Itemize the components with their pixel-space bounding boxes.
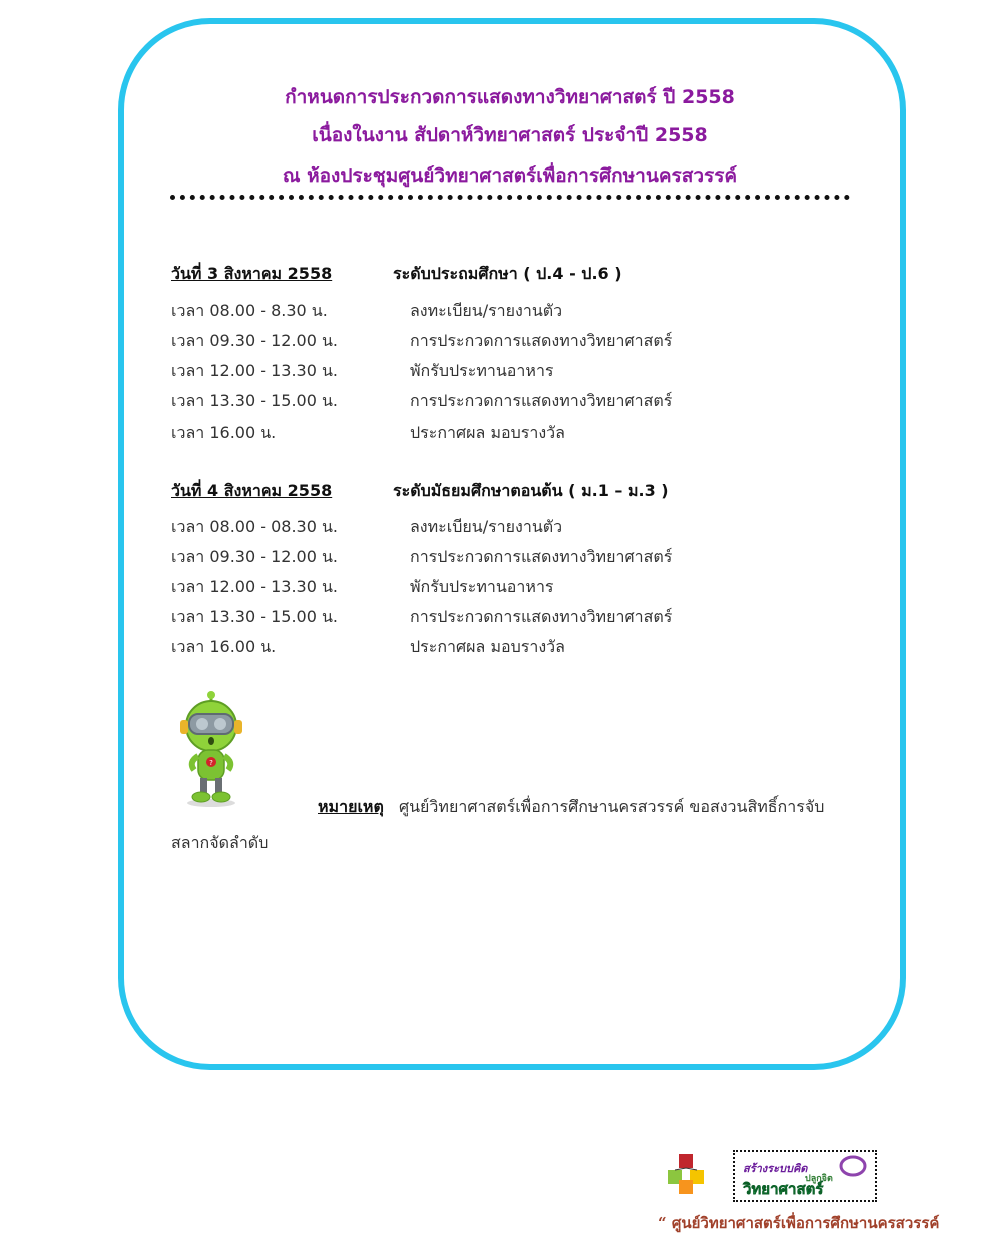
row-activity: พักรับประทานอาหาร [410,361,554,380]
row-activity: ประกาศผล มอบรางวัล [410,423,565,442]
row-activity: ลงทะเบียน/รายงานตัว [410,301,563,320]
row-activity: ประกาศผล มอบรางวัล [410,637,565,656]
title-line-2: เนื่องในงาน สัปดาห์วิทยาศาสตร์ ประจำปี 2558 [312,124,708,146]
day2-level: ระดับมัธยมศึกษาตอนต้น ( ม.1 – ม.3 ) [393,481,669,500]
row-activity: ลงทะเบียน/รายงานตัว [410,517,563,536]
row-time: เวลา 13.30 - 15.00 น. [171,607,338,626]
day1-date: วันที่ 3 สิงหาคม 2558 [171,264,333,283]
title-line-3: ณ ห้องประชุมศูนย์วิทยาศาสตร์เพื่อการศึกษานครสวรรค์ [282,165,738,187]
footer-org-name: “ ศูนย์วิทยาศาสตร์เพื่อการศึกษานครสวรรค์ [658,1214,940,1232]
science-logo [733,1150,877,1202]
mascot-icon [174,690,248,808]
note-text: ศูนย์วิทยาศาสตร์เพื่อการศึกษานครสวรรค์ ขอสงวนสิทธิ์การจับ [398,797,825,816]
cubes-logo-icon [664,1152,710,1196]
dotted-divider [170,195,850,200]
row-time: เวลา 12.00 - 13.30 น. [171,361,338,380]
day2-date: วันที่ 4 สิงหาคม 2558 [171,481,333,500]
title-line-1: กำหนดการประกวดการแสดงทางวิทยาศาสตร์ ปี 2558 [285,86,735,108]
svg-text:สร้างระบบคิด: สร้างระบบคิด [743,1162,808,1175]
row-time: เวลา 16.00 น. [171,637,277,656]
svg-text:?: ? [209,759,213,767]
svg-text:ปลูกจิต: ปลูกจิต [805,1174,833,1184]
row-time: เวลา 09.30 - 12.00 น. [171,331,338,350]
svg-text:วิทยาศาสตร์: วิทยาศาสตร์ [743,1180,824,1198]
row-time: เวลา 16.00 น. [171,423,277,442]
row-activity: การประกวดการแสดงทางวิทยาศาสตร์ [410,391,673,410]
science-logo-icon [735,1152,875,1200]
row-time: เวลา 09.30 - 12.00 น. [171,547,338,566]
note [318,795,824,820]
row-activity: การประกวดการแสดงทางวิทยาศาสตร์ [410,607,673,626]
row-time: เวลา 12.00 - 13.30 น. [171,577,338,596]
note-label: หมายเหตุ [318,797,384,816]
row-activity: การประกวดการแสดงทางวิทยาศาสตร์ [410,331,673,350]
note-continuation: สลากจัดลำดับ [171,833,269,852]
day1-level: ระดับประถมศึกษา ( ป.4 - ป.6 ) [393,264,622,283]
row-activity: การประกวดการแสดงทางวิทยาศาสตร์ [410,547,673,566]
row-time: เวลา 08.00 - 8.30 น. [171,301,328,320]
row-time: เวลา 08.00 - 08.30 น. [171,517,338,536]
row-activity: พักรับประทานอาหาร [410,577,554,596]
row-time: เวลา 13.30 - 15.00 น. [171,391,338,410]
